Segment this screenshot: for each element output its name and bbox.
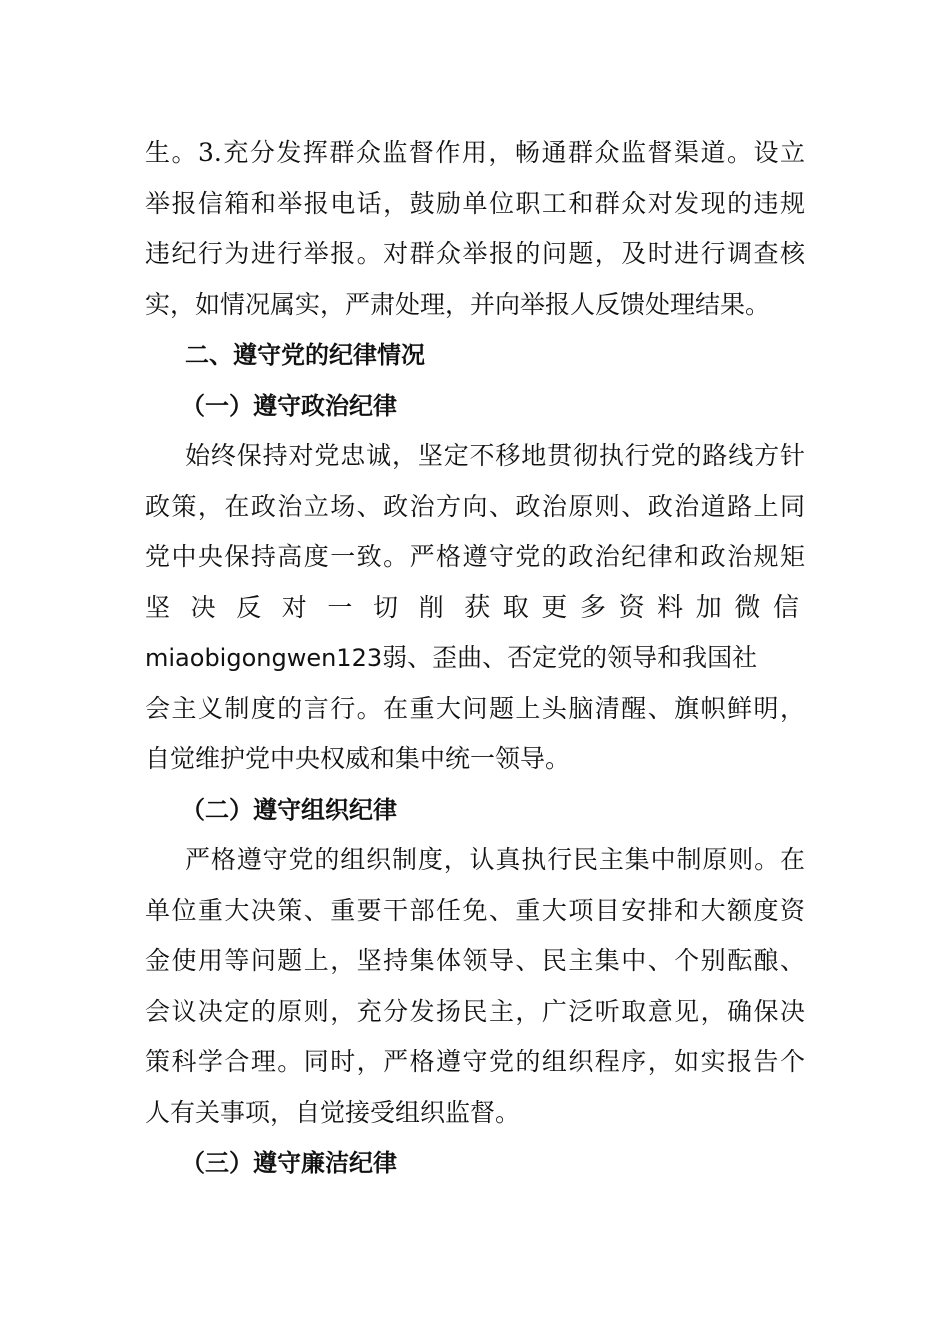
body-line	[145, 633, 805, 684]
body-line: 党中央保持高度一致。严格遵守党的政治纪律和政治规矩	[145, 542, 805, 571]
body-line: 会主义制度的言行。在重大问题上头脑清醒、旗帜鲜明，	[145, 693, 805, 723]
body-line: 始终保持对党忠诚，坚定不移地贯彻执行党的路线方针	[185, 441, 805, 470]
body-line: 严格遵守党的组织制度，认真执行民主集中制原则。在	[185, 845, 805, 874]
subsection-heading: （二）遵守组织纪律	[181, 795, 397, 824]
body-line: 生。3.充分发挥群众监督作用，畅通群众监督渠道。设立	[145, 138, 805, 167]
subsection-heading: （三）遵守廉洁纪律	[181, 1149, 397, 1177]
watermark-promo-text: 获取更多资料加微信	[464, 592, 805, 623]
body-line: 会议决定的原则，充分发扬民主，广泛听取意见，确保决	[145, 996, 805, 1026]
body-line: 单位重大决策、重要干部任免、重大项目安排和大额度资	[145, 895, 805, 925]
body-text-segment: 弱、歪曲、否定党的领导和我国社	[382, 643, 758, 672]
body-line: 实，如情况属实，严肃处理，并向举报人反馈处理结果。	[145, 289, 771, 319]
watermark-wechat-id: miaobigongwen123	[145, 644, 383, 672]
body-text-segment: 坚决反对一切削	[145, 592, 465, 622]
subsection-heading: （一）遵守政治纪律	[181, 391, 397, 420]
body-line: 举报信箱和举报电话，鼓励单位职工和群众对发现的违规	[145, 188, 805, 218]
body-line: 自觉维护党中央权威和集中统一领导。	[145, 744, 571, 773]
body-line: 金使用等问题上，坚持集体领导、民主集中、个别酝酿、	[145, 946, 805, 975]
body-line: 人有关事项，自觉接受组织监督。	[145, 1097, 521, 1127]
body-line: 策科学合理。同时，严格遵守党的组织程序，如实报告个	[145, 1047, 805, 1076]
body-line	[145, 583, 805, 634]
section-heading: 二、遵守党的纪律情况	[185, 341, 425, 369]
body-line: 政策，在政治立场、政治方向、政治原则、政治道路上同	[145, 491, 805, 521]
body-line: 违纪行为进行举报。对群众举报的问题，及时进行调查核	[145, 239, 805, 268]
document-page	[145, 128, 805, 1189]
